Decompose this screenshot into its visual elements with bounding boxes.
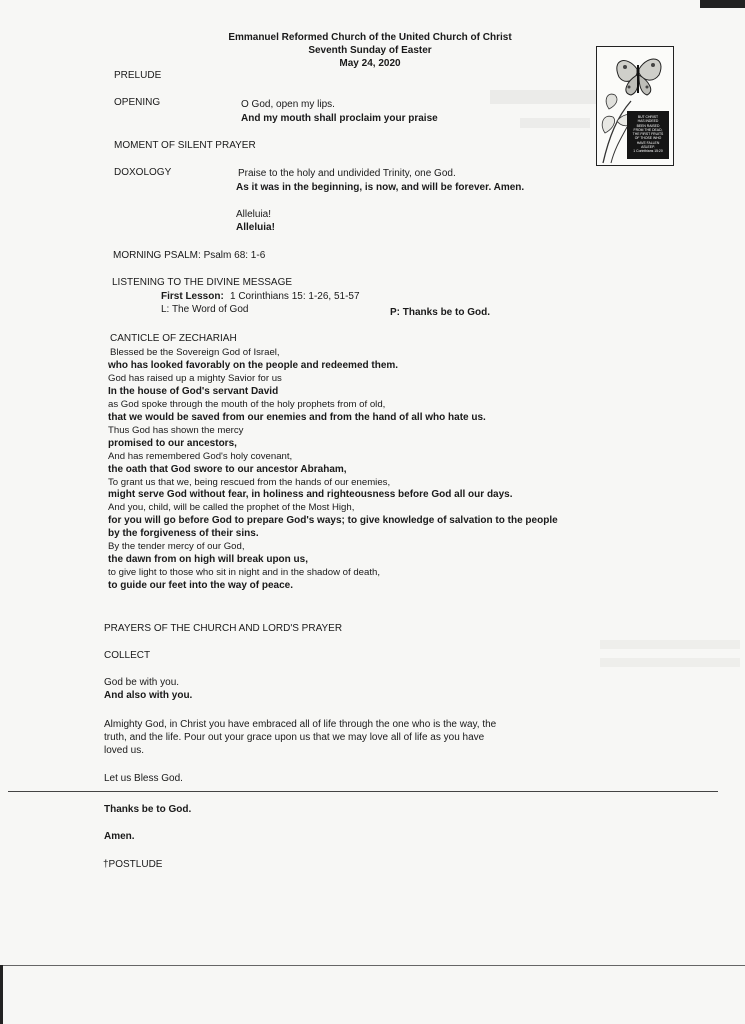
canticle-line: To grant us that we, being rescued from the hands of our enemies, bbox=[108, 476, 391, 488]
canticle-label: CANTICLE OF ZECHARIAH bbox=[110, 333, 237, 344]
doxology-label: DOXOLOGY bbox=[114, 167, 172, 178]
collect-people: And also with you. bbox=[104, 690, 193, 701]
plaque-line: HAVE FALLEN bbox=[636, 140, 660, 145]
plaque-line: OF THOSE WHO bbox=[634, 136, 662, 141]
sunday-title: Seventh Sunday of Easter bbox=[308, 45, 432, 56]
plaque-line: HAS INDEED bbox=[637, 119, 659, 124]
canticle-line: By the tender mercy of our God, bbox=[108, 541, 245, 553]
plaque-line: BEEN RAISED bbox=[636, 123, 660, 128]
canticle-line: the dawn from on high will break upon us, bbox=[108, 554, 309, 566]
page-divider bbox=[8, 791, 718, 792]
postlude-label: †POSTLUDE bbox=[103, 859, 163, 870]
prayers-label: PRAYERS OF THE CHURCH AND LORD'S PRAYER bbox=[104, 623, 343, 634]
service-date: May 24, 2020 bbox=[339, 58, 401, 69]
plaque-line: FROM THE DEAD, bbox=[633, 127, 663, 132]
church-name: Emmanuel Reformed Church of the United Church of Christ bbox=[228, 32, 512, 43]
morning-psalm: MORNING PSALM: Psalm 68: 1-6 bbox=[113, 250, 266, 261]
bleed-through-block bbox=[520, 118, 590, 128]
canticle-line: God has raised up a mighty Savior for us bbox=[108, 372, 282, 384]
canticle-line: And you, child, will be called the prophet of the Most High, bbox=[108, 502, 355, 514]
scan-edge-line bbox=[0, 965, 745, 966]
scan-edge-bar bbox=[0, 965, 3, 1024]
silent-prayer-label: MOMENT OF SILENT PRAYER bbox=[114, 140, 256, 151]
canticle-line: the oath that God swore to our ancestor Abraham, bbox=[108, 463, 347, 475]
doxology-leader: Praise to the holy and undivided Trinity, one God. bbox=[238, 168, 456, 179]
bleed-through-block bbox=[600, 658, 740, 667]
alleluia-leader: Alleluia! bbox=[236, 209, 272, 220]
amen: Amen. bbox=[104, 831, 135, 842]
collect-prayer-line: Almighty God, in Christ you have embraced all of life through the one who is the way, the bbox=[104, 719, 497, 730]
plaque-line: ASLEEP. bbox=[641, 145, 655, 150]
word-of-god-leader: L: The Word of God bbox=[161, 304, 249, 315]
canticle-line: that we would be saved from our enemies and from the hand of all who hate us. bbox=[108, 411, 486, 423]
butterfly-lily-artwork bbox=[596, 46, 674, 166]
plaque-line: THE FIRST FRUITS bbox=[632, 132, 664, 137]
word-of-god-people: P: Thanks be to God. bbox=[390, 307, 491, 318]
canticle-line: Blessed be the Sovereign God of Israel, bbox=[110, 347, 280, 358]
blessing-people: Thanks be to God. bbox=[104, 804, 192, 815]
bleed-through-block bbox=[600, 640, 740, 649]
canticle-line: might serve God without fear, in holiness and righteousness before God all our days. bbox=[108, 489, 513, 501]
plaque-line: 1 Corinthians 15:20 bbox=[633, 149, 663, 154]
opening-label: OPENING bbox=[114, 97, 161, 108]
alleluia-people: Alleluia! bbox=[236, 222, 275, 233]
canticle-line: who has looked favorably on the people and redeemed them. bbox=[108, 359, 399, 371]
prelude-label: PRELUDE bbox=[114, 70, 162, 81]
collect-prayer-line: truth, and the life. Pour out your grace upon us that we may love all of life as you have bbox=[104, 732, 485, 743]
scan-corner-mark bbox=[700, 0, 745, 8]
first-lesson-label: First Lesson: bbox=[161, 291, 224, 302]
plaque-line: BUT CHRIST bbox=[637, 115, 659, 119]
collect-prayer-line: loved us. bbox=[104, 745, 145, 756]
canticle-line: to guide our feet into the way of peace. bbox=[108, 580, 294, 592]
scripture-plaque bbox=[627, 111, 669, 159]
canticle-line: by the forgiveness of their sins. bbox=[108, 528, 259, 540]
opening-leader: O God, open my lips. bbox=[241, 99, 335, 110]
canticle-line: to give light to those who sit in night and in the shadow of death, bbox=[108, 567, 381, 579]
collect-label: COLLECT bbox=[104, 650, 151, 661]
canticle-line: In the house of God's servant David bbox=[108, 385, 279, 397]
canticle-line: Thus God has shown the mercy bbox=[108, 424, 244, 436]
first-lesson-ref: 1 Corinthians 15: 1-26, 51-57 bbox=[230, 291, 360, 302]
canticle-line: as God spoke through the mouth of the holy prophets from of old, bbox=[108, 398, 386, 410]
doxology-people: As it was in the beginning, is now, and will be forever. Amen. bbox=[236, 182, 525, 193]
opening-people: And my mouth shall proclaim your praise bbox=[241, 113, 438, 124]
canticle-line: promised to our ancestors, bbox=[108, 437, 237, 449]
listening-label: LISTENING TO THE DIVINE MESSAGE bbox=[112, 277, 293, 288]
canticle-line: And has remembered God's holy covenant, bbox=[108, 450, 293, 462]
blessing-leader: Let us Bless God. bbox=[104, 773, 183, 784]
collect-leader: God be with you. bbox=[104, 677, 180, 688]
canticle-line: for you will go before God to prepare God's ways; to give knowledge of salvation to the people bbox=[108, 515, 558, 527]
